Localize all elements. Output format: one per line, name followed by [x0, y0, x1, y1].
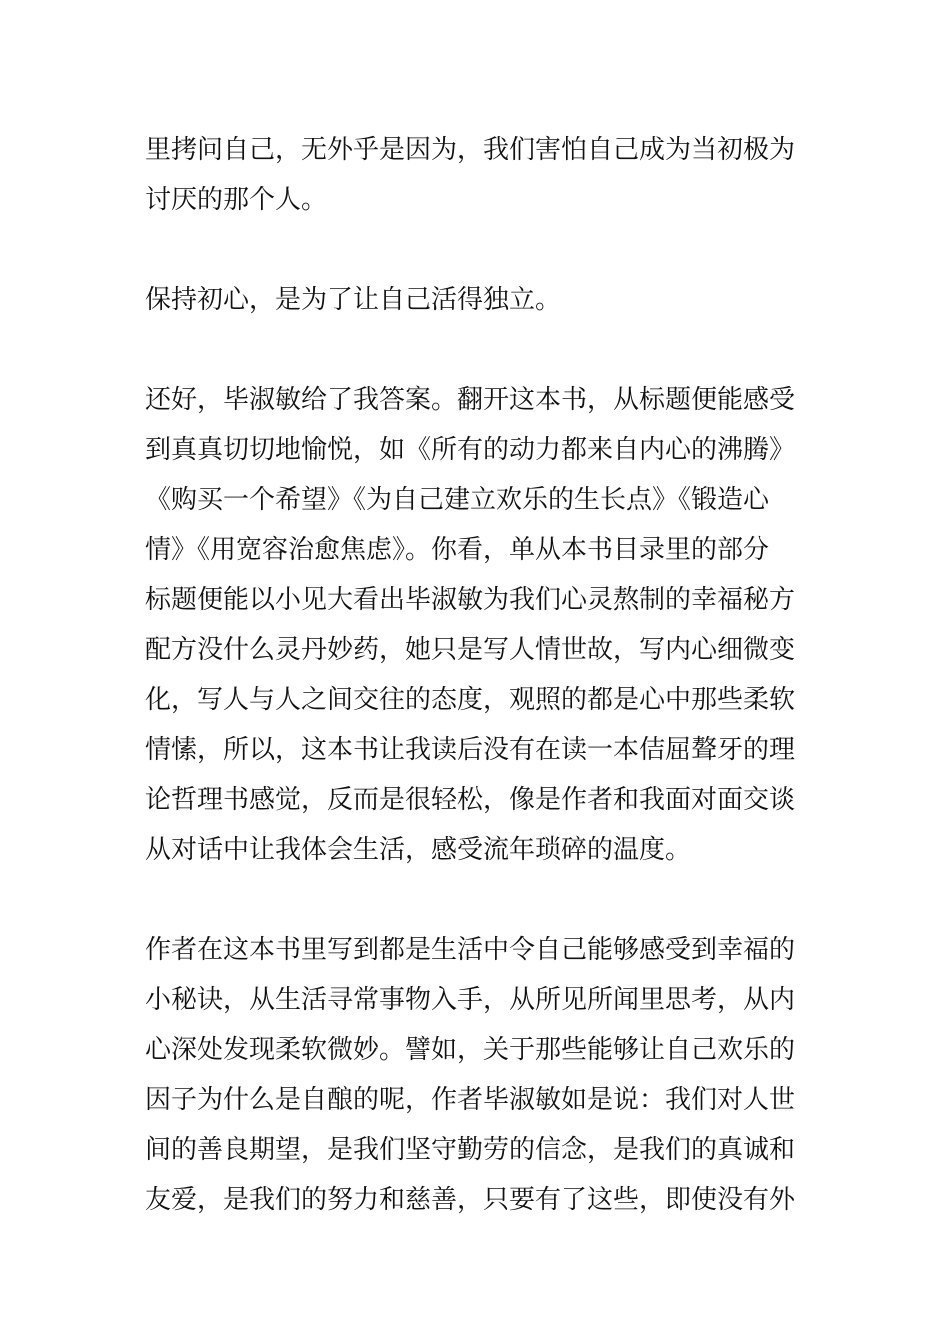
paragraph-4-line-1: 作者在这本书里写到都是生活中令自己能够感受到幸福的: [145, 935, 796, 965]
paragraph-4-line-6: 友爱，是我们的努力和慈善，只要有了这些，即使没有外: [145, 1185, 796, 1215]
paragraph-3-line-2: 到真真切切地愉悦，如《所有的动力都来自内心的沸腾》: [145, 435, 796, 465]
paragraph-4-line-4: 因子为什么是自酿的呢，作者毕淑敏如是说：我们对人世: [145, 1085, 796, 1115]
paragraph-4-line-5: 间的善良期望，是我们坚守勤劳的信念，是我们的真诚和: [145, 1135, 796, 1165]
paragraph-3-line-4: 情》《用宽容治愈焦虑》。你看，单从本书目录里的部分: [145, 535, 770, 565]
paragraph-3-line-5: 标题便能以小见大看出毕淑敏为我们心灵熬制的幸福秘方: [145, 585, 796, 615]
paragraph-3-line-8: 情愫，所以，这本书让我读后没有在读一本佶屈聱牙的理: [145, 735, 796, 765]
paragraph-3-line-7: 化，写人与人之间交往的态度，观照的都是心中那些柔软: [145, 685, 796, 715]
paragraph-3-line-10: 从对话中让我体会生活，感受流年琐碎的温度。: [145, 835, 692, 865]
paragraph-3-line-9: 论哲理书感觉，反而是很轻松，像是作者和我面对面交谈: [145, 785, 796, 815]
paragraph-4-line-2: 小秘诀，从生活寻常事物入手，从所见所闻里思考，从内: [145, 985, 796, 1015]
paragraph-3-line-6: 配方没什么灵丹妙药，她只是写人情世故，写内心细微变: [145, 635, 796, 665]
paragraph-1-line-1: 里拷问自己，无外乎是因为，我们害怕自己成为当初极为: [145, 135, 796, 165]
paragraph-1-line-2: 讨厌的那个人。: [145, 185, 328, 215]
paragraph-3-line-1: 还好，毕淑敏给了我答案。翻开这本书，从标题便能感受: [145, 385, 796, 415]
paragraph-2-line-1: 保持初心，是为了让自己活得独立。: [145, 285, 562, 315]
paragraph-3-line-3: 《购买一个希望》《为自己建立欢乐的生长点》《锻造心: [145, 485, 770, 515]
paragraph-4-line-3: 心深处发现柔软微妙。譬如，关于那些能够让自己欢乐的: [145, 1035, 796, 1065]
